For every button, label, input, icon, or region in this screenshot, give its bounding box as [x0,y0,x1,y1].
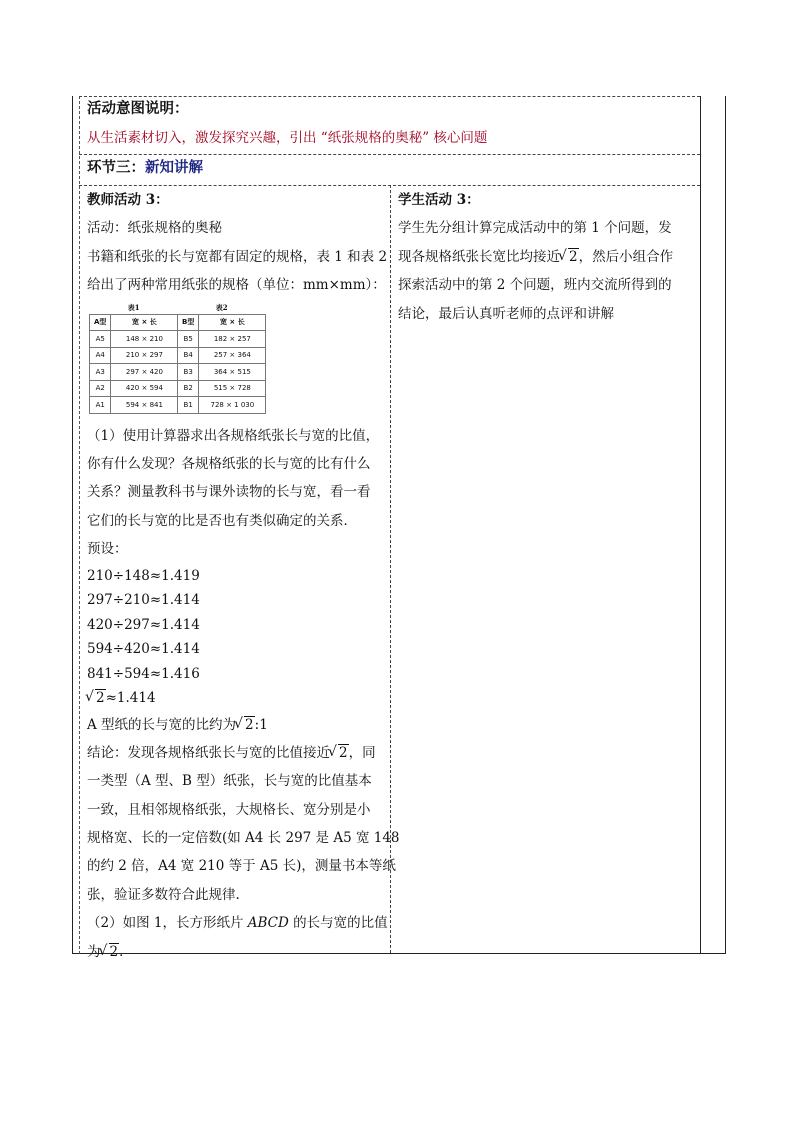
table-cell: 297 × 420 [111,364,178,381]
question-1-line: 它们的长与宽的比是否也有类似确定的关系． [87,512,357,529]
ratio-line: 210÷148≈1.419 [87,567,200,584]
teacher-heading: 教师活动 3： [87,192,169,208]
table-cell: 宽 × 长 [111,314,178,331]
conclusion-line: 一致，且相邻规格纸张，大规格长、宽分别是小 [87,801,371,818]
table-row [90,331,178,348]
sqrt-symbol: √ 2 [330,739,349,767]
table-cell: 257 × 364 [199,347,266,364]
table-cell: 594 × 841 [111,397,178,414]
conclusion-line: 规格宽、长的一定倍数(如 A4 长 297 是 A5 宽 148 [87,830,400,847]
table-row [178,364,266,381]
stage-title: 新知讲解 [145,159,203,176]
table-cell: B5 [178,331,199,348]
table-cell: A2 [90,380,111,397]
ratio-line: 594÷420≈1.414 [87,641,200,658]
table-cell: 420 × 594 [111,380,178,397]
table-cell: B4 [178,347,199,364]
table-row [90,380,178,397]
table-2 [177,302,266,414]
table-row [90,347,178,364]
sqrt-approx-line: √ 2≈1.414 [87,686,387,711]
sqrt-symbol: √ 2 [101,938,120,966]
table-cell: B1 [178,397,199,414]
table-cell: 364 × 515 [199,364,266,381]
inner-left-border [79,96,80,954]
question-2-line: 为√ 2． [87,938,387,966]
question-1-line: 关系？测量教科书与课外读物的长与宽，看一看 [87,484,371,501]
table-cell: B2 [178,380,199,397]
student-line: 结论，最后认真听老师的点评和讲解 [398,305,614,322]
table-row [90,397,178,414]
table-row [178,397,266,414]
student-line: 现各规格纸张长宽比均接近√ 2，然后小组合作 [398,243,698,271]
question-1-line: （1）使用计算器求出各规格纸张长与宽的比值， [87,427,380,444]
intent-text: 从生活素材切入，激发探究兴趣，引出 “纸张规格的奥秘” 核心问题 [87,130,488,146]
sqrt-symbol: √ 2 [560,243,579,271]
sqrt-symbol: √ 2 [236,711,255,739]
table-cell: B型 [178,314,199,331]
ratio-line: 297÷210≈1.414 [87,592,200,609]
a-type-ratio-line: A 型纸的长与宽的比约为√ 2:1 [87,711,387,739]
table-1-title: 表1 [127,302,140,312]
table-cell: 728 × 1 030 [199,397,266,414]
table-cell: B3 [178,364,199,381]
table-row [178,380,266,397]
student-line: 探索活动中的第 2 个问题，班内交流所得到的 [398,277,672,294]
question-2-line: （2）如图 1，长方形纸片 ABCD 的长与宽的比值 [87,915,388,932]
student-line: 学生先分组计算完成活动中的第 1 个问题，发 [398,220,672,237]
paper-size-tables [87,300,387,422]
preset-label: 预设： [87,541,128,558]
right-margin-column-line [700,96,701,954]
table-cell: A1 [90,397,111,414]
table-cell: 515 × 728 [199,380,266,397]
teacher-line: 活动：纸张规格的奥秘 [87,220,222,237]
table-cell: A5 [90,331,111,348]
stage-label: 环节三： [87,159,145,176]
table-row [90,364,178,381]
table-2-grid [177,314,266,414]
teacher-activity-column [87,186,400,966]
conclusion-line: 的约 2 倍，A4 宽 210 等于 A5 长)，测量书本等纸 [87,858,396,875]
sqrt-symbol: √ 2 [87,686,106,711]
table-cell: 宽 × 长 [199,314,266,331]
intent-heading: 活动意图说明： [87,100,189,117]
table-1 [89,302,178,414]
table-row [90,314,178,331]
ratio-line: 841÷594≈1.416 [87,665,200,682]
stage-heading [87,154,203,182]
conclusion-line: 结论：发现各规格纸张长与宽的比值接近√ 2，同 [87,739,387,767]
ratio-line: 420÷297≈1.414 [87,616,200,633]
table-cell: 210 × 297 [111,347,178,364]
table-cell: 148 × 210 [111,331,178,348]
student-activity-column [398,186,698,328]
student-heading: 学生活动 3： [398,192,480,208]
table-row [178,347,266,364]
question-1-line: 你有什么发现？各规格纸张的长与宽的比有什么 [87,455,371,472]
table-cell: A3 [90,364,111,381]
conclusion-line: 一类型（A 型、B 型）纸张，长与宽的比值基本 [87,773,372,790]
teacher-line: 给出了两种常用纸张的规格（单位：mm×mm）： [87,277,386,294]
table-cell: A4 [90,347,111,364]
teacher-line: 书籍和纸张的长与宽都有固定的规格，表 1 和表 2 [87,248,388,265]
table-cell: A型 [90,314,111,331]
table-row [178,331,266,348]
conclusion-line: 张，验证多数符合此规律. [87,886,240,903]
table-1-grid [89,314,178,414]
table-row [178,314,266,331]
table-cell: 182 × 257 [199,331,266,348]
table-2-title: 表2 [215,302,228,312]
